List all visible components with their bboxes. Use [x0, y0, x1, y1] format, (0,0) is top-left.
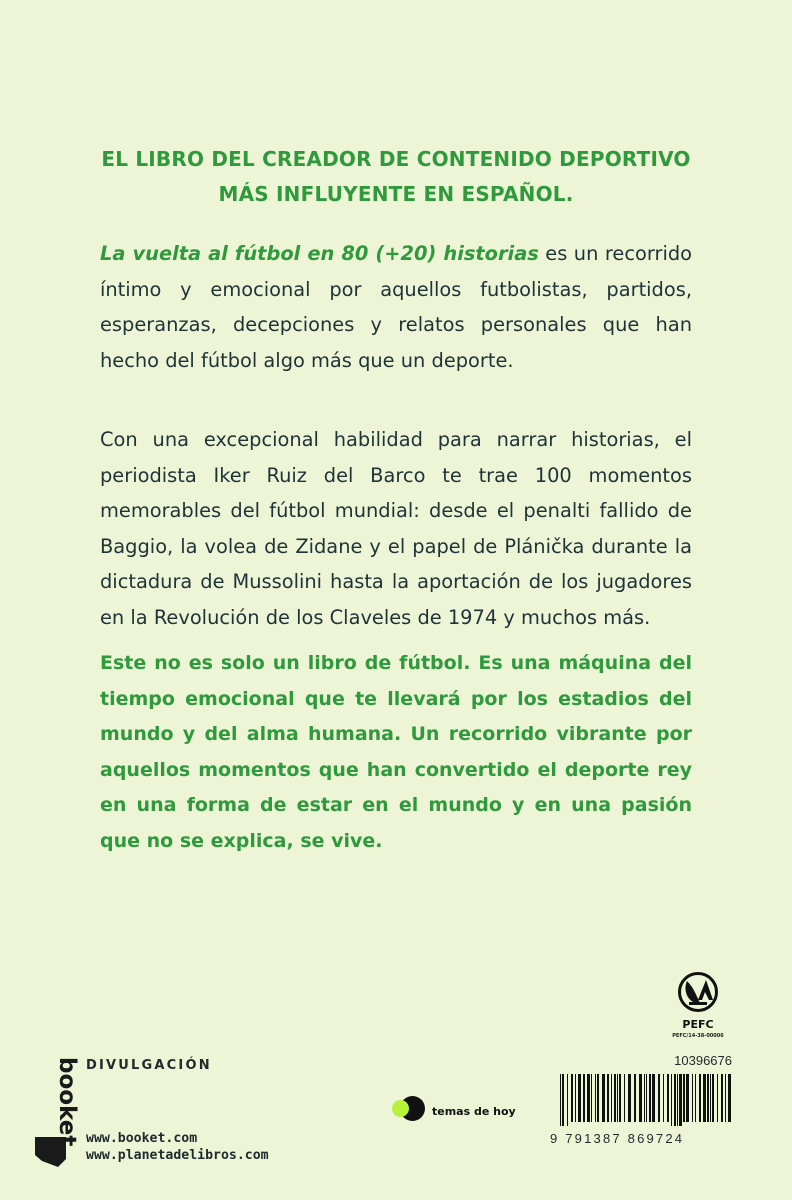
planeta-url[interactable]: www.planetadelibros.com — [86, 1148, 269, 1163]
barcode-bar — [652, 1074, 655, 1122]
barcode-bar — [634, 1074, 636, 1122]
barcode-bar — [628, 1074, 631, 1122]
pefc-label: PEFC — [682, 1018, 714, 1031]
category-label: DIVULGACIÓN — [86, 1058, 212, 1073]
barcode-bar — [619, 1074, 621, 1122]
imprint-logo — [392, 1096, 516, 1126]
barcode-bar — [591, 1074, 592, 1122]
barcode-bar — [671, 1074, 672, 1126]
barcode-bar — [679, 1074, 682, 1126]
barcode-bar — [707, 1074, 709, 1122]
barcode-bar — [699, 1074, 701, 1122]
barcode-bar — [649, 1074, 651, 1122]
barcode-bar — [587, 1074, 590, 1122]
barcode-bar — [703, 1074, 706, 1122]
internal-code: 10396676 — [674, 1053, 732, 1068]
barcode-digits: 9 791387 869724 — [550, 1131, 685, 1146]
barcode-bar — [575, 1074, 576, 1122]
pefc-badge — [668, 972, 728, 1039]
intro-paragraph — [100, 236, 692, 378]
barcode-bar — [710, 1074, 711, 1122]
barcode-bar — [597, 1074, 599, 1122]
booket-logo-text: booket — [54, 1057, 80, 1147]
headline-line-1: EL LIBRO DEL CREADOR DE CONTENIDO DEPORTIVO — [101, 147, 691, 171]
barcode-bar — [571, 1074, 573, 1122]
barcode-bar — [721, 1074, 723, 1122]
barcode-bar — [728, 1074, 731, 1122]
highlight-paragraph: Este no es solo un libro de fútbol. Es una máquina del tiempo emocional que te llevará por los estadios del mundo y del alma humana. Un recorrido vibrante por aquellos momentos que han convertido el deporte rey en una forma de estar en el mundo y en una pasión que no se explica, se vive. — [100, 652, 692, 852]
barcode-bar — [646, 1074, 647, 1122]
barcode-bar — [583, 1074, 585, 1122]
barcode-bar — [602, 1074, 605, 1122]
pefc-tree-icon — [676, 972, 720, 1012]
headline — [100, 142, 692, 212]
barcode-bar — [611, 1074, 612, 1122]
isbn-barcode — [558, 1074, 732, 1126]
barcode-bar — [595, 1074, 596, 1122]
barcode-bar — [560, 1074, 561, 1126]
booket-logo — [30, 1055, 80, 1170]
barcode-bar — [683, 1074, 685, 1122]
description-paragraph: Con una excepcional habilidad para narrar historias, el periodista Iker Ruiz del Barco te trae 100 momentos memorables del fútbol mundial: desde el penalti fallido de Baggio, la volea de Zidane y el papel de Plánička durante la dictadura de Mussolini hasta la aportación de los jugadores en la Revolución de los Claveles de 1974 y muchos más. — [100, 428, 692, 629]
intro-text: es un recorrido íntimo y emocional por aquellos futbolistas, partidos, esperanzas, decepciones y relatos personales que han hecho del fútbol algo más que un deporte. — [100, 242, 693, 372]
barcode-bar — [644, 1074, 645, 1122]
barcode-bar — [677, 1074, 678, 1126]
barcode-bar — [692, 1074, 693, 1122]
barcode-bar — [686, 1074, 689, 1122]
barcode-bar — [567, 1074, 568, 1126]
barcode-bar — [725, 1074, 726, 1122]
headline-line-2: MÁS INFLUYENTE EN ESPAÑOL. — [218, 182, 574, 206]
barcode-bar — [712, 1074, 714, 1122]
booket-url[interactable]: www.booket.com — [86, 1131, 198, 1146]
barcode-bar — [658, 1074, 660, 1122]
imprint-dot-icon — [392, 1096, 422, 1126]
barcode-bar — [674, 1074, 676, 1126]
pefc-code: PEFC/14-38-00006 — [672, 1033, 724, 1039]
barcode-bar — [639, 1074, 642, 1122]
imprint-name: temas de hoy — [432, 1104, 516, 1118]
barcode-bar — [614, 1074, 616, 1122]
barcode-bar — [624, 1074, 625, 1122]
barcode-bar — [717, 1074, 718, 1122]
barcode-bar — [617, 1074, 618, 1122]
book-title: La vuelta al fútbol en 80 (+20) historias — [100, 242, 539, 265]
barcode-bar — [578, 1074, 581, 1122]
barcode-bar — [695, 1074, 696, 1122]
barcode-bar — [562, 1074, 564, 1126]
barcode-bar — [663, 1074, 664, 1122]
barcode-bar — [607, 1074, 609, 1122]
barcode-bar — [667, 1074, 669, 1122]
